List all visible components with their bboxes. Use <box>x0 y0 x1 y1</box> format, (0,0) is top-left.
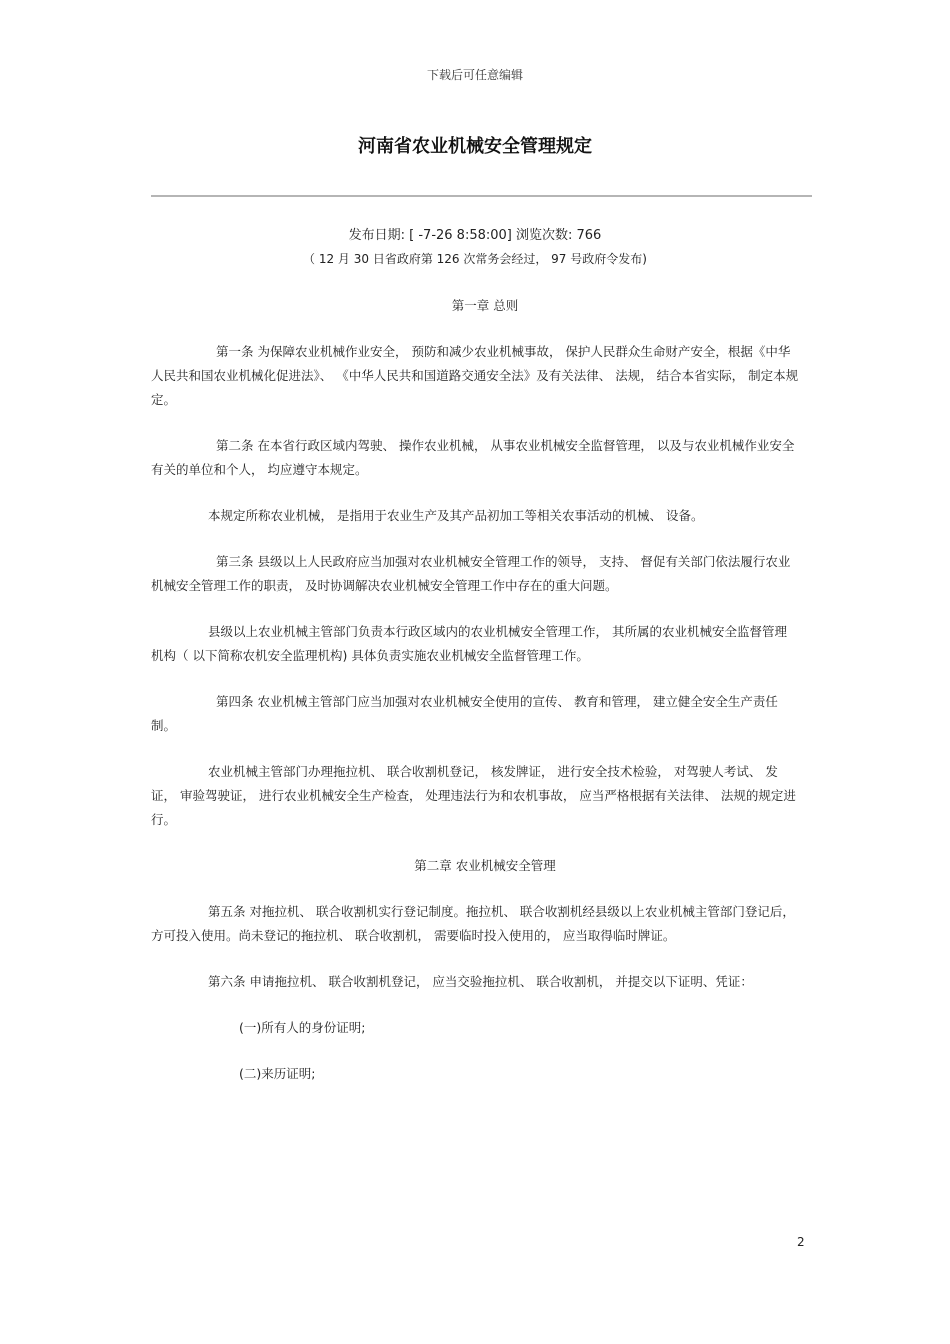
article-paragraph: 本规定所称农业机械， 是指用于农业生产及其产品初加工等相关农事活动的机械、 设备。 <box>208 508 704 523</box>
title-divider <box>151 195 812 197</box>
document-body <box>151 294 799 1108</box>
article-paragraph: 农业机械主管部门办理拖拉机、 联合收割机登记， 核发牌证， 进行安全技术检验， 对驾驶人考试、 发证， 审验驾驶证， 进行农业机械安全生产检查， 处理违法行为和农机事故， 应当严格根据有关法律、 法规的规定进行。 <box>151 764 796 827</box>
article-paragraph: 第五条 对拖拉机、 联合收割机实行登记制度。拖拉机、 联合收割机经县级以上农业机械主管部门登记后， 方可投入使用。尚未登记的拖拉机、 联合收割机， 需要临时投入使用的， 应当取得临时牌证。 <box>151 904 795 943</box>
list-item: (二)来历证明; <box>239 1066 316 1081</box>
article-paragraph: 第六条 申请拖拉机、 联合收割机登记， 应当交验拖拉机、 联合收割机， 并提交以下证明、凭证： <box>208 974 753 989</box>
article-paragraph: 第三条 县级以上人民政府应当加强对农业机械安全管理工作的领导， 支持、 督促有关部门依法履行农业机械安全管理工作的职责， 及时协调解决农业机械安全管理工作中存在的重大问题。 <box>151 554 791 593</box>
publish-info: 发布日期: [ -7-26 8:58:00] 浏览次数: 766 <box>348 228 602 243</box>
article-paragraph: 县级以上农业机械主管部门负责本行政区域内的农业机械安全管理工作， 其所属的农业机械安全监督管理机构（ 以下简称农机安全监理机构) 具体负责实施农业机械安全监督管理工作。 <box>151 624 787 663</box>
page-header: 下载后可任意编辑 <box>426 68 523 82</box>
issuance-note: （ 12 月 30 日省政府第 126 次常务会经过， 97 号政府令发布) <box>303 252 647 266</box>
document-title: 河南省农业机械安全管理规定 <box>358 136 592 157</box>
page-number: 2 <box>797 1235 805 1249</box>
list-item: (一)所有人的身份证明; <box>239 1020 366 1035</box>
chapter-heading: 第一章 总则 <box>451 298 519 313</box>
article-paragraph: 第二条 在本省行政区域内驾驶、 操作农业机械， 从事农业机械安全监督管理， 以及与农业机械作业安全有关的单位和个人， 均应遵守本规定。 <box>151 438 795 477</box>
article-paragraph: 第一条 为保障农业机械作业安全， 预防和减少农业机械事故， 保护人民群众生命财产安全，根据《中华人民共和国农业机械化促进法》、 《中华人民共和国道路交通安全法》及有关法律、 法规， 结合本省实际， 制定本规定。 <box>151 344 799 407</box>
article-paragraph: 第四条 农业机械主管部门应当加强对农业机械安全使用的宣传、 教育和管理， 建立健全安全生产责任制。 <box>151 694 778 733</box>
chapter-heading: 第二章 农业机械安全管理 <box>414 858 556 873</box>
